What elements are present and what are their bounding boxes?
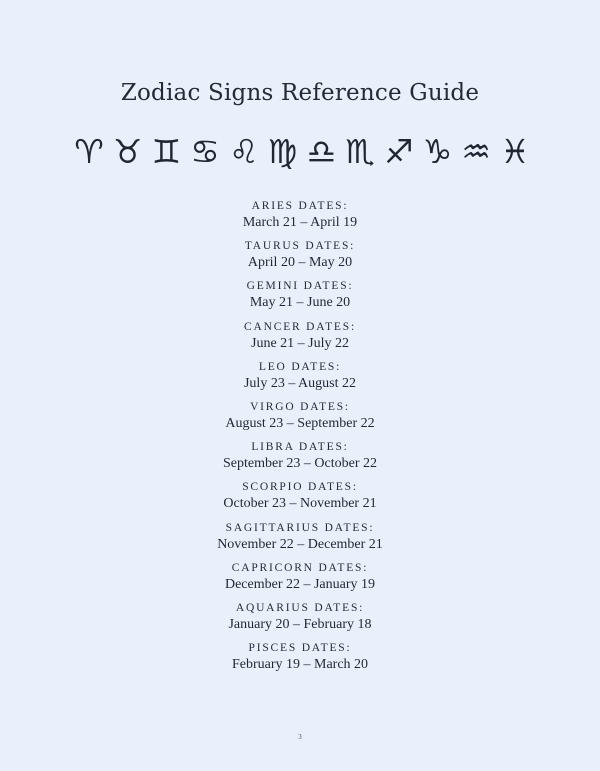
sign-entry-cancer (0, 319, 600, 359)
zodiac-symbol-row (72, 132, 532, 172)
sign-entry-gemini (0, 278, 600, 318)
sign-entry-taurus (0, 238, 600, 278)
cancer-icon: ♋ (190, 132, 220, 171)
sign-heading: CANCER DATES: (244, 320, 356, 333)
sign-dates: August 23 – September 22 (225, 415, 375, 431)
sagittarius-icon: ♐ (383, 132, 414, 171)
leo-icon: ♌ (229, 132, 259, 171)
sign-heading: AQUARIUS DATES: (235, 601, 365, 614)
pisces-icon: ♓ (500, 132, 530, 171)
sign-heading: CAPRICORN DATES: (231, 561, 369, 574)
sign-entry-aquarius (0, 600, 600, 640)
sign-heading: LEO DATES: (258, 360, 342, 373)
sign-heading: PISCES DATES: (248, 642, 352, 655)
sign-dates: November 22 – December 21 (217, 536, 383, 552)
sign-heading: VIRGO DATES: (250, 400, 350, 413)
capricorn-icon: ♑ (422, 132, 453, 171)
sign-entry-aries (0, 198, 600, 238)
sign-heading: SCORPIO DATES: (242, 481, 358, 494)
sign-dates: October 23 – November 21 (223, 496, 377, 512)
sign-entry-libra (0, 439, 600, 479)
sign-entry-sagittarius (0, 520, 600, 560)
sign-dates: March 21 – April 19 (242, 215, 358, 230)
sign-dates: April 20 – May 20 (247, 255, 353, 271)
sign-date-list (0, 198, 600, 680)
aquarius-icon: ♒ (461, 132, 491, 171)
sign-dates: February 19 – March 20 (231, 657, 369, 673)
sign-dates: September 23 – October 22 (223, 456, 377, 472)
sign-dates: July 23 – August 22 (243, 375, 356, 391)
sign-dates: January 20 – February 18 (228, 616, 372, 632)
libra-icon: ♎ (306, 132, 337, 171)
sign-heading: TAURUS DATES: (244, 240, 356, 253)
sign-heading: SAGITTARIUS DATES: (225, 521, 375, 534)
page-title: Zodiac Signs Reference Guide (120, 80, 480, 106)
sign-dates: December 22 – January 19 (224, 576, 376, 592)
sign-entry-capricorn (0, 560, 600, 600)
page-number: 3 (298, 733, 302, 741)
sign-entry-virgo (0, 399, 600, 439)
sign-entry-pisces (0, 640, 600, 680)
sign-heading: GEMINI DATES: (246, 280, 354, 293)
sign-heading: LIBRA DATES: (251, 441, 349, 454)
scorpio-icon: ♏ (345, 132, 375, 171)
aries-icon: ♈ (74, 132, 104, 171)
sign-dates: June 21 – July 22 (251, 335, 349, 351)
gemini-icon: ♊ (151, 132, 182, 171)
sign-entry-scorpio (0, 479, 600, 519)
sign-heading: ARIES DATES: (251, 200, 349, 212)
taurus-icon: ♉ (112, 132, 143, 171)
virgo-icon: ♍ (267, 132, 298, 171)
sign-entry-leo (0, 359, 600, 399)
sign-dates: May 21 – June 20 (249, 295, 351, 311)
